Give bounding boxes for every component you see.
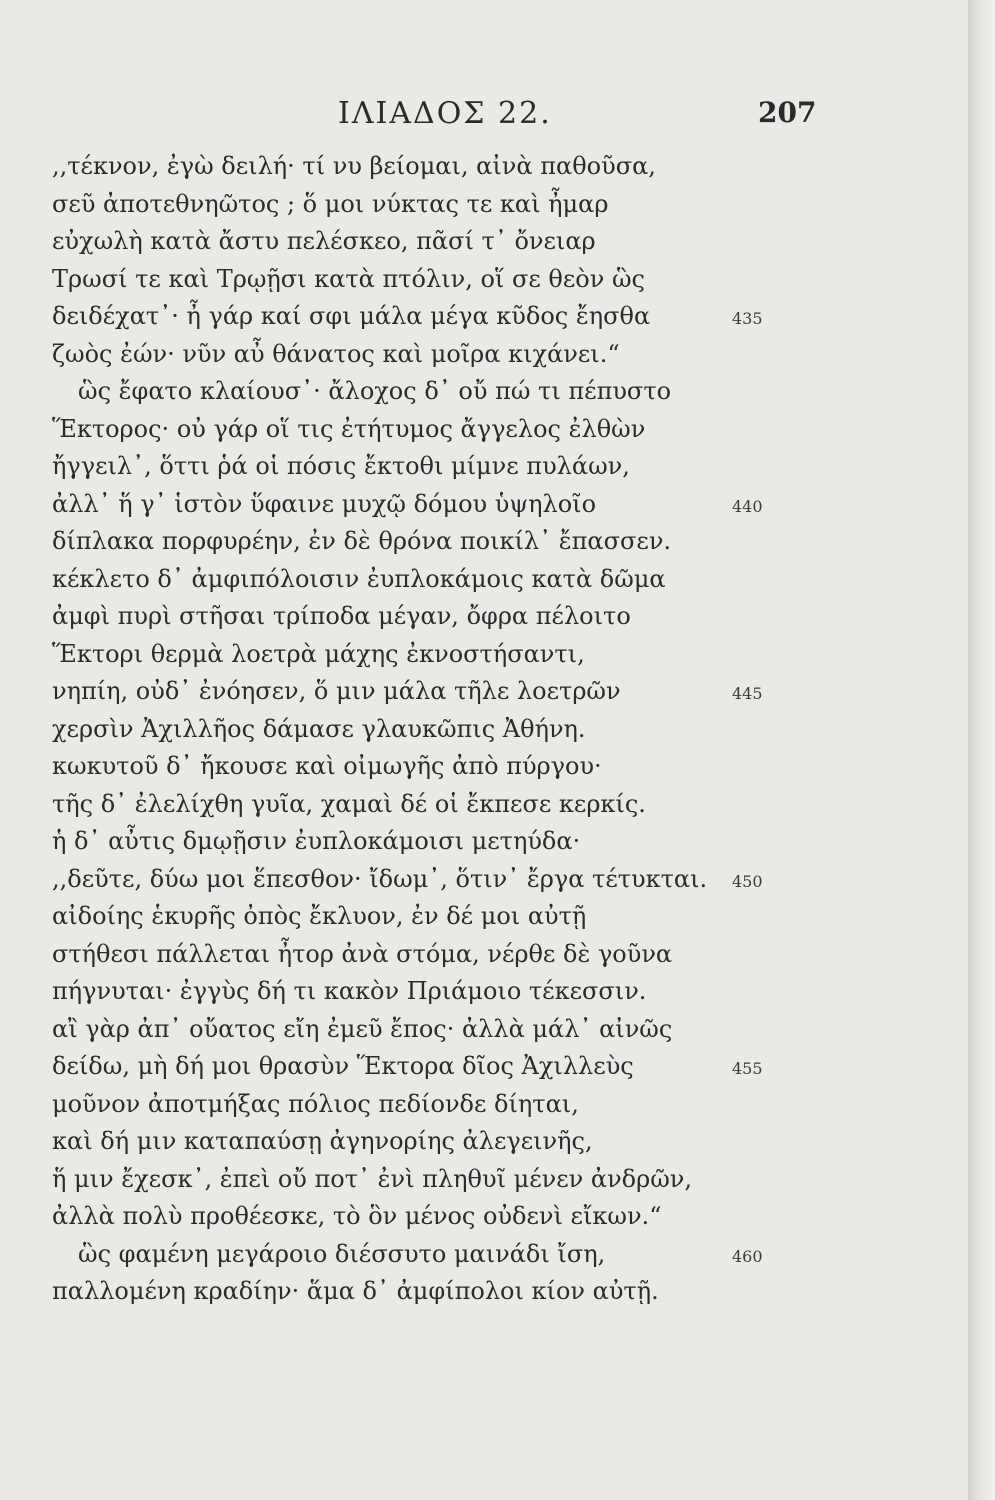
verse-line — [52, 223, 842, 261]
verse-text: χερσὶν Ἀχιλλῆος δάμασε γλαυκῶπις Ἀθήνη. — [52, 714, 586, 743]
verse-text: ἀμφὶ πυρὶ στῆσαι τρίποδα μέγαν, ὄφρα πέλοιτο — [52, 602, 631, 630]
verse-text-block — [52, 148, 842, 1311]
page-number: 207 — [758, 96, 817, 129]
verse-line — [52, 411, 842, 449]
line-number: 450 — [732, 871, 763, 891]
verse-line — [52, 1123, 842, 1161]
verse-text: ἥ μιν ἔχεσκ᾽, ἐπεὶ οὔ ποτ᾽ ἐνὶ πληθυῖ μένεν ἀνδρῶν, — [52, 1164, 693, 1193]
verse-line — [52, 823, 842, 861]
verse-line — [52, 261, 842, 299]
verse-line — [52, 523, 842, 561]
verse-text: ἀλλὰ πολὺ προθέεσκε, τὸ ὃν μένος οὐδενὶ εἴκων.“ — [52, 1202, 662, 1230]
verse-line — [52, 1198, 842, 1236]
verse-line — [52, 1086, 842, 1124]
verse-line — [52, 336, 842, 374]
verse-text: ἡ δ᾽ αὖτις δμῳῇσιν ἐυπλοκάμοισι μετηύδα· — [52, 827, 581, 855]
verse-text: ἤγγειλ᾽, ὅττι ῥά οἱ πόσις ἔκτοθι μίμνε πυλάων, — [52, 452, 630, 480]
verse-line — [52, 861, 842, 899]
verse-text: δειδέχατ᾽· ἦ γάρ καί σφι μάλα μέγα κῦδος ἔησθα — [52, 302, 651, 330]
verse-line — [52, 973, 842, 1011]
verse-text: παλλομένη κραδίην· ἅμα δ᾽ ἀμφίπολοι κίον αὐτῇ. — [52, 1277, 659, 1305]
verse-line — [52, 1236, 842, 1274]
line-number: 460 — [732, 1246, 763, 1266]
verse-line — [52, 486, 842, 524]
verse-text: ζωὸς ἐών· νῦν αὖ θάνατος καὶ μοῖρα κιχάνει.“ — [52, 339, 620, 368]
line-number: 455 — [732, 1059, 763, 1078]
verse-line — [52, 1273, 842, 1311]
running-title: ΙΛΙΑΔΟΣ 22. — [338, 96, 552, 131]
verse-line — [52, 1011, 842, 1049]
verse-text: δείδω, μὴ δή μοι θρασὺν Ἕκτορα δῖος Ἀχιλλεὺς — [52, 1052, 634, 1080]
verse-line — [52, 636, 842, 674]
verse-line — [52, 561, 842, 599]
verse-line — [52, 298, 842, 336]
verse-text: ,,δεῦτε, δύω μοι ἕπεσθον· ἴδωμ᾽, ὅτιν᾽ ἔργα τέτυκται. — [52, 864, 708, 893]
verse-line — [52, 1161, 842, 1199]
verse-line — [52, 898, 842, 936]
verse-text: αἲ γὰρ ἀπ᾽ οὔατος εἴη ἐμεῦ ἔπος· ἀλλὰ μάλ᾽ αἰνῶς — [52, 1014, 673, 1043]
line-number: 445 — [732, 684, 763, 703]
verse-text: αἰδοίης ἑκυρῆς ὀπὸς ἔκλυον, ἐν δέ μοι αὐτῇ — [52, 902, 587, 930]
verse-line — [52, 148, 842, 186]
verse-text: Τρωσί τε καὶ Τρῳῇσι κατὰ πτόλιν, οἵ σε θεὸν ὣς — [52, 264, 645, 293]
verse-text: Ἕκτορος· οὐ γάρ οἵ τις ἐτήτυμος ἄγγελος ἐλθὼν — [52, 414, 646, 443]
verse-line — [52, 748, 842, 786]
verse-text: ὣς φαμένη μεγάροιο διέσσυτο μαινάδι ἴση, — [78, 1239, 606, 1268]
verse-text: μοῦνον ἀποτμήξας πόλιος πεδίονδε δίηται, — [52, 1089, 579, 1118]
verse-text: Ἕκτορι θερμὰ λοετρὰ μάχης ἐκνοστήσαντι, — [52, 639, 585, 668]
verse-text: τῆς δ᾽ ἐλελίχθη γυῖα, χαμαὶ δέ οἱ ἔκπεσε κερκίς. — [52, 789, 646, 818]
verse-text: εὐχωλὴ κατὰ ἄστυ πελέσκεο, πᾶσί τ᾽ ὄνειαρ — [52, 227, 596, 255]
verse-text: καὶ δή μιν καταπαύσῃ ἀγηνορίης ἀλεγεινῆς, — [52, 1127, 593, 1155]
verse-line — [52, 786, 842, 824]
verse-line — [52, 1048, 842, 1086]
verse-text: ,,τέκνον, ἐγὼ δειλή· τί νυ βείομαι, αἰνὰ παθοῦσα, — [52, 152, 656, 180]
verse-line — [52, 598, 842, 636]
verse-text: πήγνυται· ἐγγὺς δή τι κακὸν Πριάμοιο τέκεσσιν. — [52, 977, 647, 1005]
verse-line — [52, 936, 842, 974]
verse-line — [52, 448, 842, 486]
verse-text: δίπλακα πορφυρέην, ἐν δὲ θρόνα ποικίλ᾽ ἔπασσεν. — [52, 527, 672, 555]
verse-line — [52, 373, 842, 411]
page-header — [0, 92, 968, 132]
verse-line — [52, 186, 842, 224]
verse-line — [52, 673, 842, 711]
verse-text: κέκλετο δ᾽ ἀμφιπόλοισιν ἐυπλοκάμοις κατὰ δῶμα — [52, 564, 666, 593]
verse-text: νηπίη, οὐδ᾽ ἐνόησεν, ὅ μιν μάλα τῆλε λοετρῶν — [52, 677, 621, 705]
line-number: 435 — [732, 309, 763, 328]
page-edge — [968, 0, 995, 1500]
verse-line — [52, 711, 842, 749]
line-number: 440 — [732, 496, 763, 516]
verse-text: στήθεσι πάλλεται ἦτορ ἀνὰ στόμα, νέρθε δὲ γοῦνα — [52, 939, 673, 968]
verse-text: ὣς ἔφατο κλαίουσ᾽· ἄλοχος δ᾽ οὔ πώ τι πέπυστο — [78, 377, 672, 405]
verse-text: σεῦ ἀποτεθνηῶτος ; ὅ μοι νύκτας τε καὶ ἦμαρ — [52, 189, 609, 218]
verse-text: κωκυτοῦ δ᾽ ἤκουσε καὶ οἰμωγῆς ἀπὸ πύργου· — [52, 752, 602, 780]
verse-text: ἀλλ᾽ ἥ γ᾽ ἱστὸν ὕφαινε μυχῷ δόμου ὑψηλοῖο — [52, 489, 597, 518]
